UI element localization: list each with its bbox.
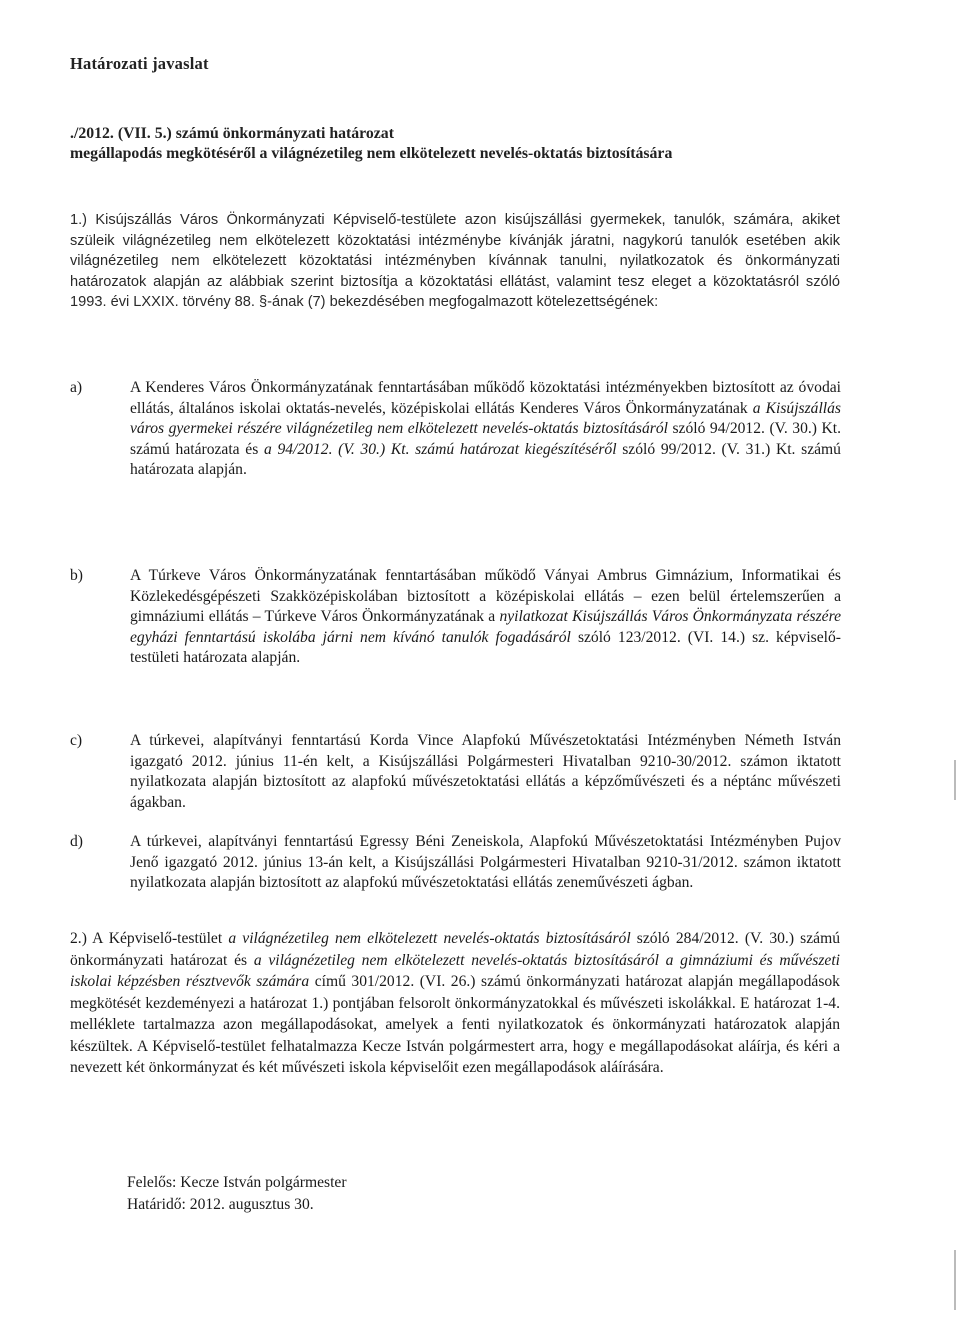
resolution-number: ./2012. (VII. 5.) számú önkormányzati határozat (70, 125, 394, 142)
list-item-b (70, 566, 850, 669)
item-letter: d) (70, 833, 83, 850)
item-letter: a) (70, 379, 83, 396)
item-text: A Túrkeve Város Önkormányzatának fenntartásában működő Ványai Ambrus Gimnázium, Informatikai és Közlekedésgépészeti Szakközépiskolában biztosított a középiskolai ellátás – ezen belül értelemszerűen a gimnáziumi ellátás – Túrkeve Város Önkormányzatának a nyilatkozat Kisújszállás Város Önkormányzata részére egyházi fenntartású iskolába járni nem kívánó tanulók fogadásáról szóló 123/2012. (VI. 14.) sz. képviselő-testületi határozata alapján. (130, 567, 841, 666)
document-heading: Határozati javaslat (70, 54, 209, 73)
italic-title: a Kisújszállás város gyermekei részére világnézetileg nem elkötelezett nevelés-oktatás biztosításáról (130, 399, 842, 437)
item-text: A túrkevei, alapítványi fenntartású Korda Vince Alapfokú Művészetoktatási Intézményben Németh István igazgató 2012. június 11-én kelt, a Kisújszállási Polgármesteri Hivatalban 9210-30/2012. számon iktatott nyilatkozata alapján biztosított az alapfokú művészetoktatási ellátás a képzőművészeti és a néptánc művészeti ágakban. (130, 732, 841, 811)
italic-title: nyilatkozat Kisújszállás Város Önkormányzata részére egyházi fenntartású iskolába járni nem kívánó tanulók fogadásáról (130, 608, 841, 646)
scan-margin-mark (954, 760, 956, 800)
list-item-c (70, 731, 850, 813)
section-2-text: 2.) A Képviselő-testület a világnézetileg nem elkötelezett nevelés-oktatás biztosításáról szóló 284/2012. (V. 30.) számú önkormányzati határozat és a világnézetileg nem elkötelezett nevelés-oktatás biztosításáról a gimnáziumi és művészeti iskolai képzésben résztvevők számára című 301/2012. (VI. 26.) számú önkormányzati határozat alapján megállapodások megkötését kezdeményezi a határozat 1.) pontjában felsorolt önkormányzatokkal és művészeti iskolákkal. E határozat 1-4. melléklete tartalmazza azon megállapodásokat, amelyek a fenti nyilatkozatok és önkormányzati határozatok alapján készültek. A Képviselő-testület felhatalmazza Kecze István polgármestert arra, hogy e megállapodásokat aláírja, és kéri a nevezett két önkormányzat és két művészeti iskola képviselőit ezen megállapodások aláírására. (70, 930, 840, 1076)
item-letter: b) (70, 567, 83, 584)
item-text: A túrkevei, alapítványi fenntartású Egressy Béni Zeneiskola, Alapfokú Művészetoktatási Intézményben Pujov Jenő igazgató 2012. június 13-án kelt, a Kisújszállási Polgármesteri Hivatalban 9210-31/2012. számon iktatott nyilatkozata alapján biztosított az alapfokú művészetoktatási ellátás zeneművészeti ágban. (130, 833, 841, 891)
responsible-person: Felelős: Kecze István polgármester (127, 1174, 347, 1191)
list-item-d (70, 832, 850, 894)
item-letter: c) (70, 732, 83, 749)
resolution-title: megállapodás megkötéséről a világnézetileg nem elkötelezett nevelés-oktatás biztosítására (70, 145, 673, 162)
section-1-intro: 1.) Kisújszállás Város Önkormányzati Képviselő-testülete azon kisújszállási gyermekek, tanulók, számára, akiket szüleik világnézetileg nem elkötelezett közoktatási intézménybe kívánják járatni, nagykorú tanulók esetében akik világnézetileg nem elkötelezett közoktatási intézményben kívánnak tanulni, nyilatkozatok és önkormányzati határozatok alapján az alábbiak szerint biztosítja a közoktatási ellátást, valamint tesz eleget a közoktatásról szóló 1993. évi LXXIX. törvény 88. §-ának (7) bekezdésében megfogalmazott kötelezettségének: (70, 212, 840, 310)
scan-margin-mark (954, 1250, 956, 1310)
item-text: A Kenderes Város Önkormányzatának fenntartásában működő közoktatási intézményekben biztosított az óvodai ellátás, általános iskolai oktatás-nevelés, középiskolai ellátás Kenderes Város Önkormányzatának a Kisújszállás város gyermekei részére világnézetileg nem elkötelezett nevelés-oktatás biztosításáról szóló 94/2012. (V. 30.) Kt. számú határozata és a 94/2012. (V. 30.) Kt. számú határozat kiegészítéséről szóló 99/2012. (V. 31.) Kt. számú határozata alapján. (130, 379, 842, 478)
italic-title: a világnézetileg nem elkötelezett nevelés-oktatás biztosításáról a gimnáziumi és művészeti iskolai képzésben résztvevők számára (70, 951, 840, 990)
list-item-a (70, 378, 850, 481)
italic-title: a világnézetileg nem elkötelezett nevelés-oktatás biztosításáról (228, 930, 631, 947)
deadline: Határidő: 2012. augusztus 30. (127, 1196, 314, 1213)
italic-title: a 94/2012. (V. 30.) Kt. számú határozat kiegészítéséről (263, 440, 617, 458)
resolution-subject (70, 124, 900, 164)
